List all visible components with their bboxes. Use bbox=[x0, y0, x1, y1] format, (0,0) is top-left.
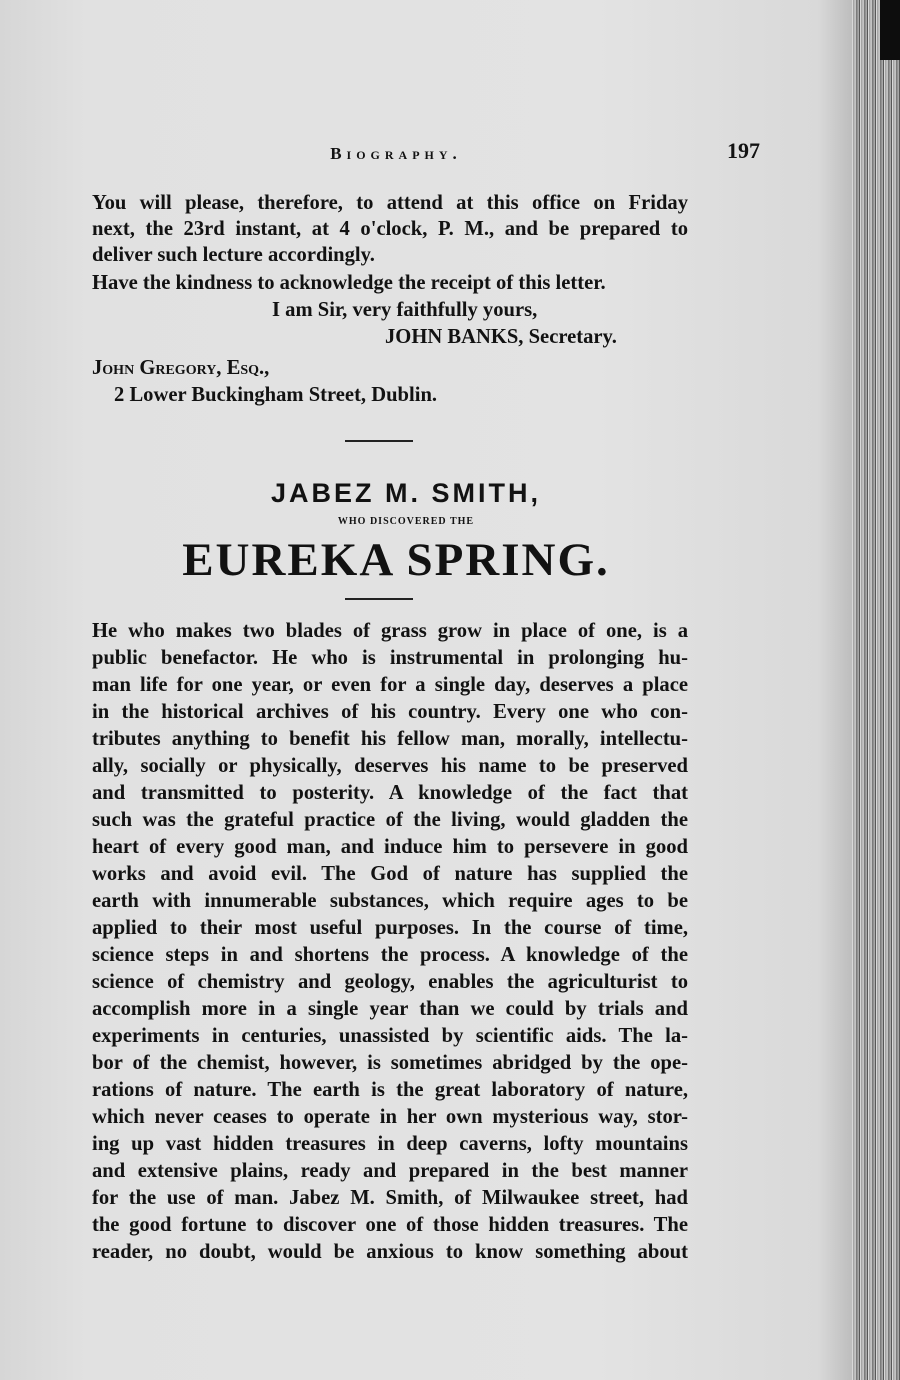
body-line-3: man life for one year, or even for a single day, deserves a place bbox=[92, 674, 688, 696]
letter-line-2: next, the 23rd instant, at 4 o'clock, P. M., and be prepared to bbox=[92, 218, 688, 240]
body-line-19: which never ceases to operate in her own mysterious way, stor- bbox=[92, 1106, 688, 1128]
section-title: EUREKA SPRING. bbox=[182, 534, 610, 586]
body-line-18: rations of nature. The earth is the great laboratory of nature, bbox=[92, 1079, 688, 1101]
letter-addressee-name: John Gregory, Esq., bbox=[92, 357, 270, 379]
page-header bbox=[90, 138, 760, 168]
body-line-11: earth with innumerable substances, which require ages to be bbox=[92, 890, 688, 912]
body-line-21: and extensive plains, ready and prepared in the best manner bbox=[92, 1160, 688, 1182]
book-spine-shadow bbox=[880, 0, 900, 60]
body-line-9: heart of every good man, and induce him to persevere in good bbox=[92, 836, 688, 858]
letter-line-1: You will please, therefore, to attend at this office on Friday bbox=[92, 192, 688, 214]
section-name: JABEZ M. SMITH, bbox=[270, 478, 541, 508]
letter-line-3: deliver such lecture accordingly. bbox=[92, 244, 375, 266]
body-line-12: applied to their most useful purposes. In the course of time, bbox=[92, 917, 688, 939]
section-subtitle: WHO DISCOVERED THE bbox=[337, 516, 475, 527]
body-line-17: bor of the chemist, however, is sometimes abridged by the ope- bbox=[92, 1052, 688, 1074]
body-line-4: in the historical archives of his country. Every one who con- bbox=[92, 701, 688, 723]
letter-signature: JOHN BANKS, Secretary. bbox=[385, 326, 617, 348]
letter-acknowledge: Have the kindness to acknowledge the receipt of this letter. bbox=[92, 272, 606, 294]
body-line-23: the good fortune to discover one of those hidden treasures. The bbox=[92, 1214, 688, 1236]
page-number: 197 bbox=[727, 138, 760, 163]
section-divider-bottom bbox=[345, 598, 413, 600]
body-line-16: experiments in centuries, unassisted by scientific aids. The la- bbox=[92, 1025, 688, 1047]
body-line-6: ally, socially or physically, deserves his name to be preserved bbox=[92, 755, 688, 777]
body-line-10: works and avoid evil. The God of nature has supplied the bbox=[92, 863, 688, 885]
body-line-7: and transmitted to posterity. A knowledge of the fact that bbox=[92, 782, 688, 804]
letter-addressee-address: 2 Lower Buckingham Street, Dublin. bbox=[114, 384, 438, 406]
body-line-8: such was the grateful practice of the living, would gladden the bbox=[92, 809, 688, 831]
body-line-15: accomplish more in a single year than we could by trials and bbox=[92, 998, 688, 1020]
body-line-13: science steps in and shortens the process. A knowledge of the bbox=[92, 944, 688, 966]
body-line-24: reader, no doubt, would be anxious to know something about bbox=[92, 1241, 688, 1263]
body-line-20: ing up vast hidden treasures in deep caverns, lofty mountains bbox=[92, 1133, 688, 1155]
body-line-22: for the use of man. Jabez M. Smith, of Milwaukee street, had bbox=[92, 1187, 688, 1209]
section-divider-top bbox=[345, 440, 413, 442]
body-line-14: science of chemistry and geology, enables the agriculturist to bbox=[92, 971, 688, 993]
body-line-1: He who makes two blades of grass grow in place of one, is a bbox=[92, 620, 688, 642]
letter-closing: I am Sir, very faithfully yours, bbox=[272, 299, 538, 321]
body-line-5: tributes anything to benefit his fellow man, morally, intellectu- bbox=[92, 728, 688, 750]
book-spine-edge bbox=[852, 0, 900, 1380]
running-head: Biography. bbox=[330, 144, 462, 163]
body-line-2: public benefactor. He who is instrumental in prolonging hu- bbox=[92, 647, 688, 669]
